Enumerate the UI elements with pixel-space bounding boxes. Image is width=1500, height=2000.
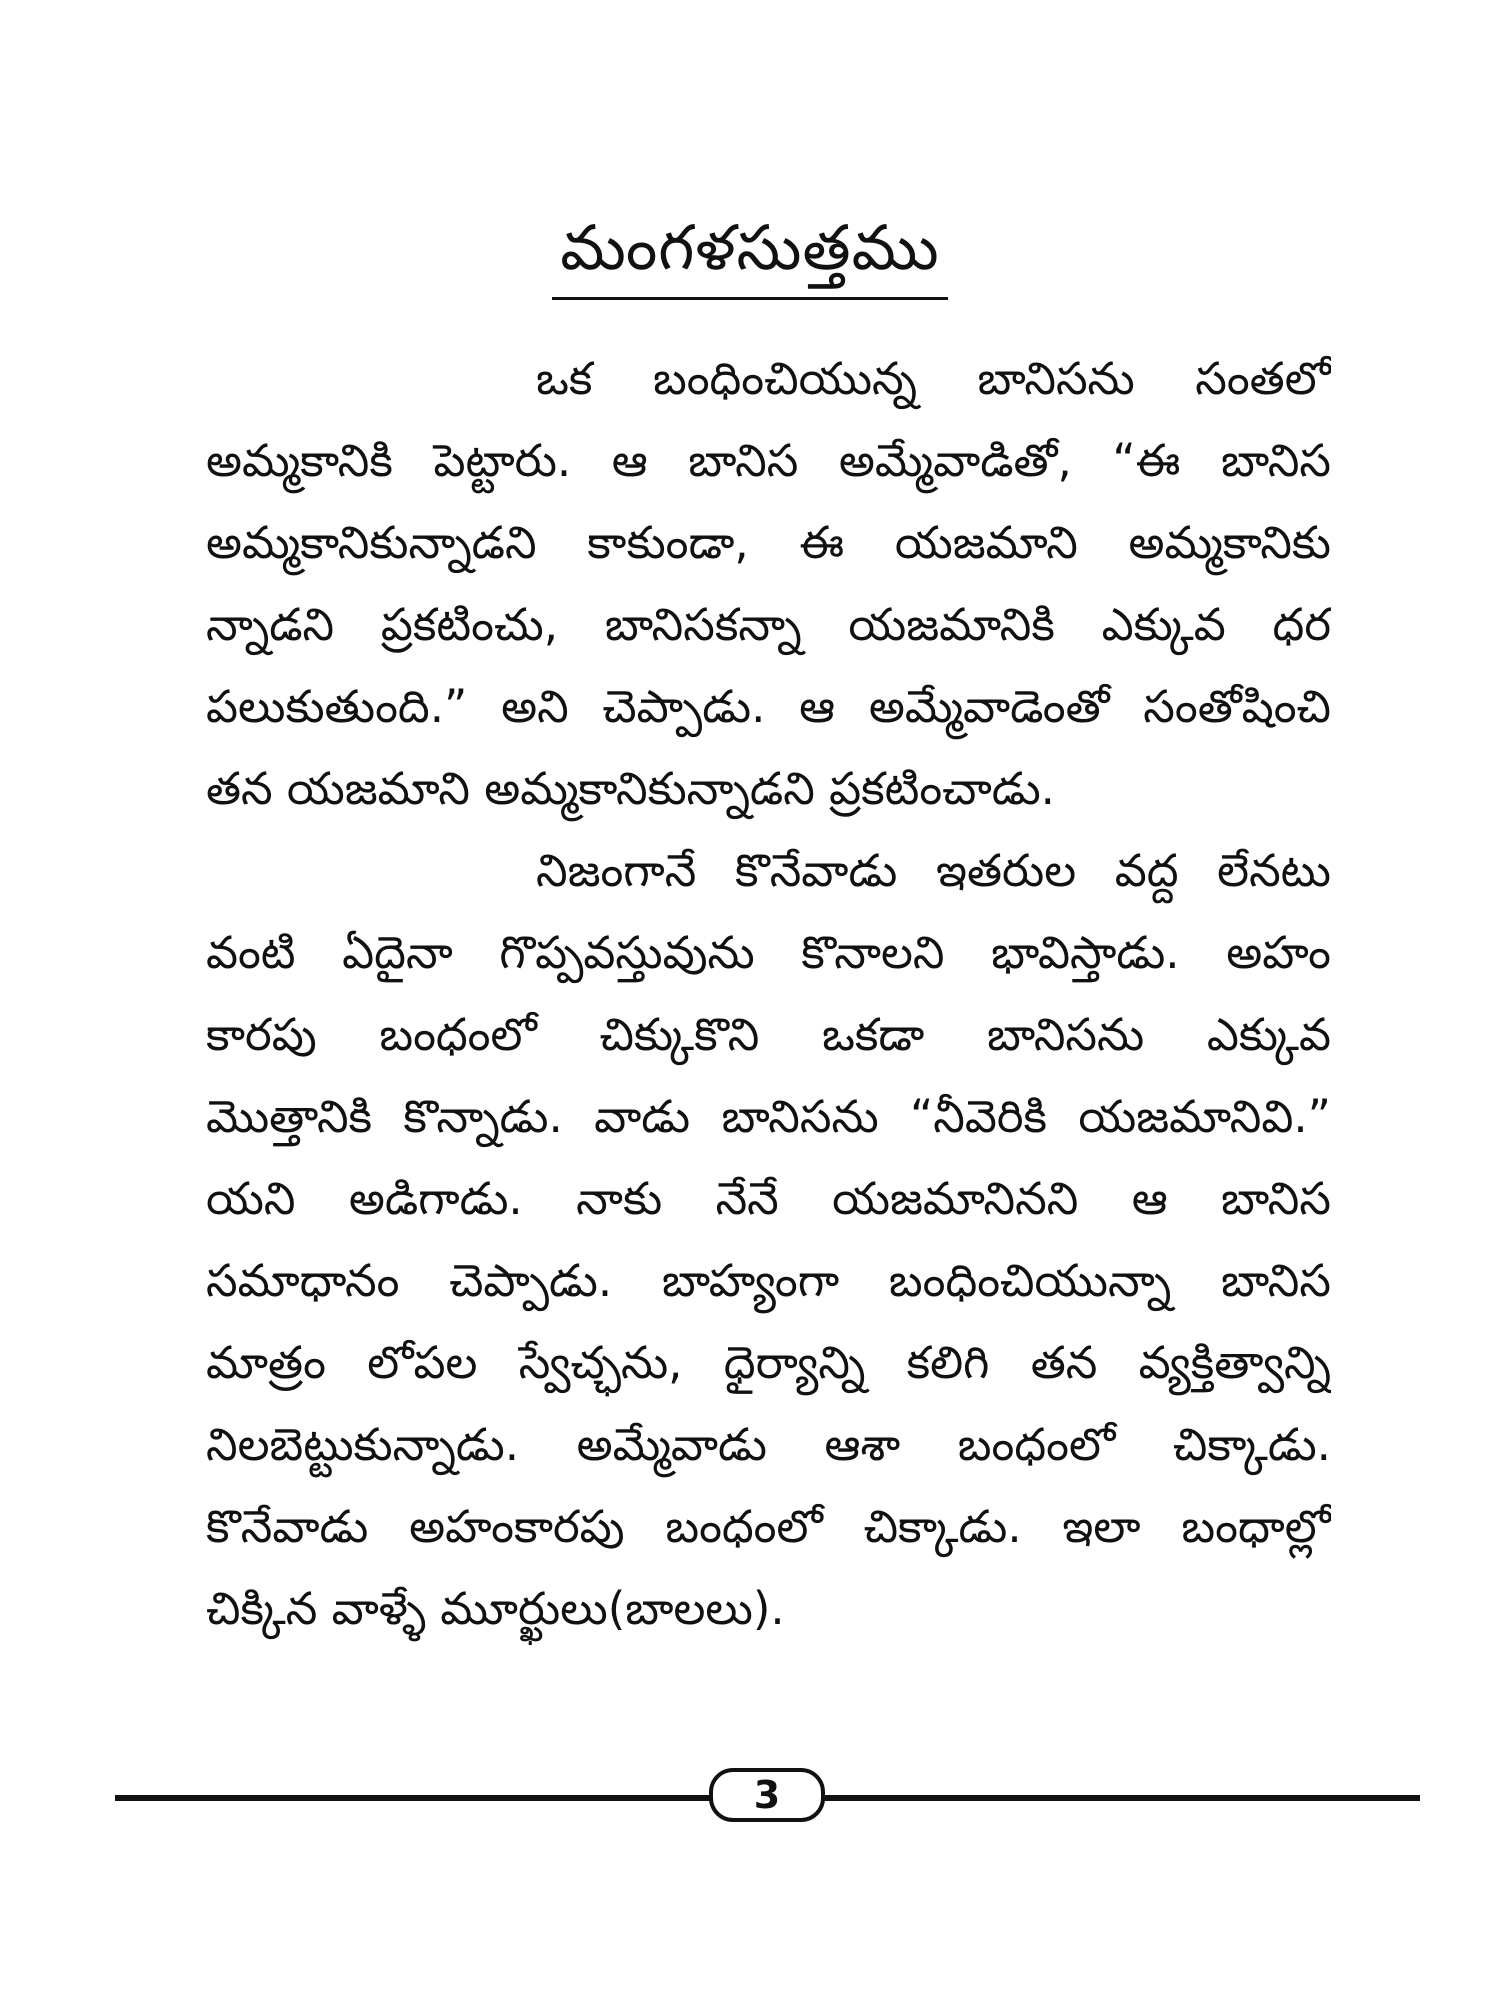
footer-rule-right <box>820 1795 1420 1801</box>
paragraph-2-line-6: సమాధానం చెప్పాడు. బాహ్యంగా బంధించియున్నా బానిస <box>206 1254 1331 1307</box>
page-title: మంగళసుత్తము <box>552 205 947 300</box>
paragraph-1-line-4: న్నాడని ప్రకటించు, బానిసకన్నా యజమానికి ఎక్కువ ధర <box>206 598 1331 651</box>
page-number: 3 <box>709 1768 825 1822</box>
paragraph-2-line-7: మాత్రం లోపల స్వేచ్ఛను, ధైర్యాన్ని కలిగి తన వ్యక్తిత్వాన్ని <box>206 1336 1331 1389</box>
paragraph-2-line-5: యని అడిగాడు. నాకు నేనే యజమానినని ఆ బానిస <box>206 1172 1331 1225</box>
footer-rule-left <box>115 1795 715 1801</box>
paragraph-2-line-2: వంటి ఏదైనా గొప్పవస్తువును కొనాలని భావిస్తాడు. అహం <box>206 926 1331 979</box>
paragraph-1-line-2: అమ్మకానికి పెట్టారు. ఆ బానిస అమ్మేవాడితో, “ఈ బానిస <box>206 434 1331 487</box>
paragraph-2-line-9: కొనేవాడు అహంకారపు బంధంలో చిక్కాడు. ఇలా బంధాల్లో <box>206 1500 1331 1553</box>
body-text <box>206 338 1331 1650</box>
paragraph-2-line-4: మొత్తానికి కొన్నాడు. వాడు బానిసను “నీవెరికి యజమానివి.” <box>206 1090 1331 1143</box>
paragraph-2-line-3: కారపు బంధంలో చిక్కుకొని ఒకడా బానిసను ఎక్కువ <box>206 1008 1331 1061</box>
paragraph-1-line-1: ఒక బంధించియున్న బానిసను సంతలో <box>536 352 1331 405</box>
paragraph-2-line-10: చిక్కిన వాళ్ళే మూర్ఖులు(బాలలు). <box>206 1582 785 1635</box>
paragraph-1-line-6: తన యజమాని అమ్మకానికున్నాడని ప్రకటించాడు. <box>206 762 1055 815</box>
title-container <box>0 205 1500 300</box>
page-footer <box>115 1768 1420 1828</box>
paragraph-1-line-3: అమ్మకానికున్నాడని కాకుండా, ఈ యజమాని అమ్మకానికు <box>206 516 1331 569</box>
paragraph-1-line-5: పలుకుతుంది.” అని చెప్పాడు. ఆ అమ్మేవాడెంతో సంతోషించి <box>206 680 1331 733</box>
paragraph-2-line-1: నిజంగానే కొనేవాడు ఇతరుల వద్ద లేనటు <box>536 844 1331 897</box>
paragraph-2-line-8: నిలబెట్టుకున్నాడు. అమ్మేవాడు ఆశా బంధంలో చిక్కాడు. <box>206 1418 1331 1471</box>
